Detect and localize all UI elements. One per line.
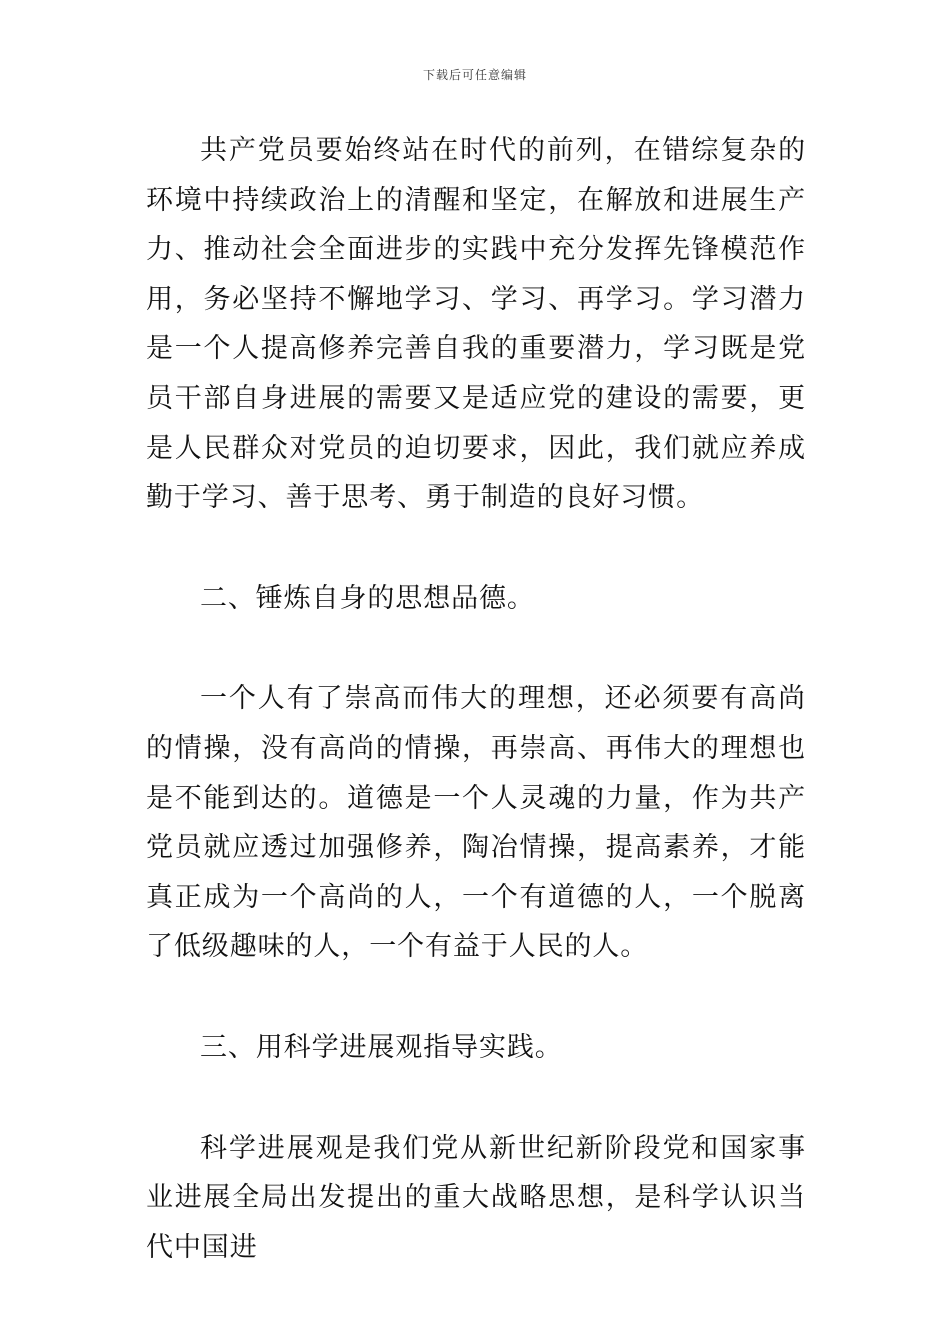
section-heading-2: 二、锤炼自身的思想品德。 — [200, 582, 535, 614]
paragraph-gap — [146, 623, 806, 674]
document-body — [146, 126, 806, 1272]
header-note: 下载后可任意编辑 — [422, 68, 527, 82]
paragraph-gap — [146, 1073, 806, 1124]
paragraph-morality: 一个人有了崇高而伟大的理想，还必须要有高尚的情操，没有高尚的情操，再崇高、再伟大的理想也是不能到达的。道德是一个人灵魂的力量，作为共产党员就应透过加强修养，陶冶情操，提高素养，才能真正成为一个高尚的人，一个有道德的人，一个脱离了低级趣味的人，一个有益于人民的人。 — [146, 683, 806, 963]
paragraph-scientific-development: 科学进展观是我们党从新世纪新阶段党和国家事业进展全局出发提出的重大战略思想，是科学认识当代中国进 — [146, 1132, 806, 1263]
paragraph-study: 共产党员要始终站在时代的前列，在错综复杂的环境中持续政治上的清醒和坚定，在解放和进展生产力、推动社会全面进步的实践中充分发挥先锋模范作用，务必坚持不懈地学习、学习、再学习。学习潜力是一个人提高修养完善自我的重要潜力，学习既是党员干部自身进展的需要又是适应党的建设的需要，更是人民群众对党员的迫切要求，因此，我们就应养成勤于学习、善于思考、勇于制造的良好习惯。 — [146, 135, 806, 514]
paragraph-gap — [146, 523, 806, 574]
section-heading-3: 三、用科学进展观指导实践。 — [200, 1031, 563, 1063]
paragraph-gap — [146, 972, 806, 1023]
